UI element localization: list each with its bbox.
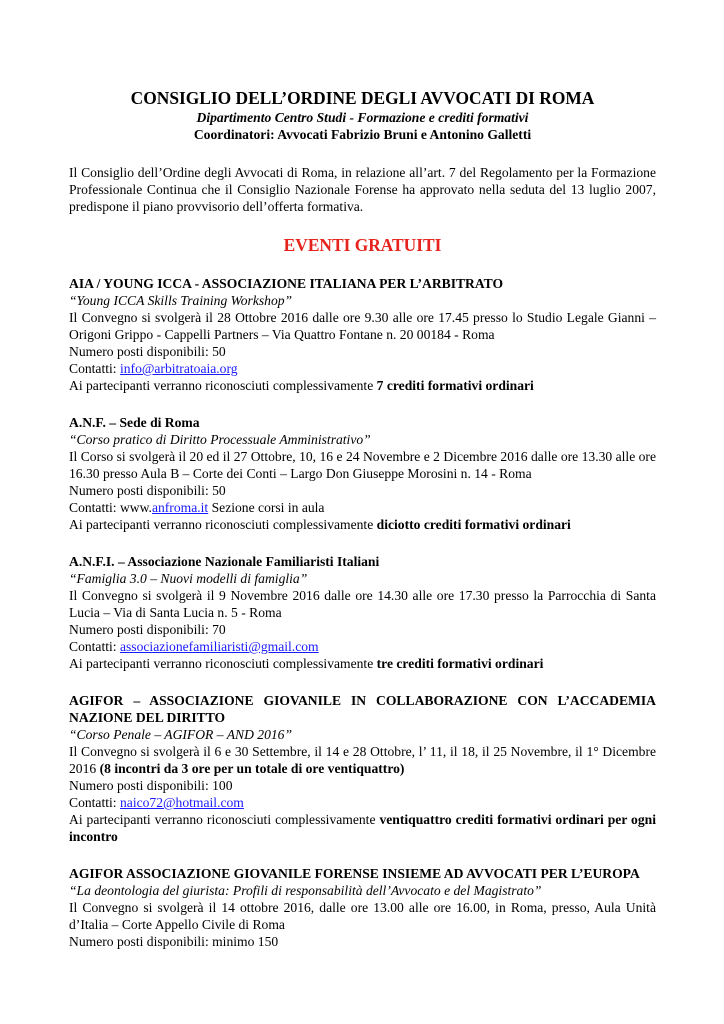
event-block — [69, 692, 656, 845]
credits-amount: tre crediti formativi ordinari — [376, 656, 544, 671]
event-contacts — [69, 499, 656, 516]
event-block — [69, 865, 656, 950]
event-contacts — [69, 360, 656, 377]
event-description: Il Corso si svolgerà il 20 ed il 27 Ottobre, 10, 16 e 24 Novembre e 2 Dicembre 2016 dalle ore 13.30 alle ore 16.30 presso Aula B – Corte dei Conti – Largo Don Giuseppe Morosini n. 14 - Roma — [69, 449, 656, 481]
credits-text: Ai partecipanti verranno riconosciuti complessivamente — [69, 812, 380, 827]
event-block — [69, 414, 656, 533]
document-header — [69, 88, 656, 143]
description-highlight: (8 incontri da 3 ore per un totale di ore ventiquattro) — [99, 761, 405, 776]
event-credits — [69, 655, 656, 672]
contact-website-link[interactable]: anfroma.it — [151, 500, 209, 515]
credits-amount: diciotto crediti formativi ordinari — [376, 517, 571, 532]
department-subtitle: Dipartimento Centro Studi - Formazione e crediti formativi — [196, 110, 529, 125]
contacts-suffix: Sezione corsi in aula — [208, 500, 325, 515]
event-description: Il Convegno si svolgerà il 14 ottobre 2016, dalle ore 13.00 alle ore 16.00, in Roma, presso, Aula Unità d’Italia – Corte Appello Civile di Roma — [69, 900, 656, 932]
event-description: Il Convegno si svolgerà il 28 Ottobre 2016 dalle ore 9.30 alle ore 17.45 presso lo Studio Legale Gianni – Origoni Grippo - Cappelli Partners – Via Quattro Fontane n. 20 00184 - Roma — [69, 310, 656, 342]
event-course-title: “Famiglia 3.0 – Nuovi modelli di famiglia” — [69, 571, 308, 586]
contacts-label: Contatti: — [69, 795, 120, 810]
credits-amount: ventiquattro crediti formativi ordinari per ogni incontro — [69, 812, 656, 844]
event-credits — [69, 516, 656, 533]
section-heading: EVENTI GRATUITI — [283, 235, 442, 255]
event-block — [69, 275, 656, 394]
event-course-title: “Corso pratico di Diritto Processuale Amministrativo” — [69, 432, 371, 447]
event-contacts — [69, 794, 656, 811]
contacts-label: Contatti: — [69, 639, 120, 654]
credits-amount: 7 crediti formativi ordinari — [376, 378, 534, 393]
event-seats: Numero posti disponibili: 50 — [69, 483, 226, 498]
event-description: Il Convegno si svolgerà il 9 Novembre 2016 dalle ore 14.30 alle ore 17.30 presso la Parrocchia di Santa Lucia – Via di Santa Lucia n. 5 - Roma — [69, 588, 656, 620]
event-title: AGIFOR – ASSOCIAZIONE GIOVANILE IN COLLABORAZIONE CON L’ACCADEMIA NAZIONE DEL DIRITTO — [69, 693, 656, 725]
event-credits — [69, 377, 656, 394]
contacts-label: Contatti: — [69, 361, 120, 376]
credits-text: Ai partecipanti verranno riconosciuti complessivamente — [69, 378, 377, 393]
event-credits — [69, 811, 656, 845]
event-description — [69, 743, 656, 777]
event-contacts — [69, 638, 656, 655]
credits-text: Ai partecipanti verranno riconosciuti complessivamente — [69, 656, 377, 671]
contact-email-link[interactable]: associazionefamiliaristi@gmail.com — [119, 639, 319, 654]
event-seats: Numero posti disponibili: 100 — [69, 778, 233, 793]
event-seats: Numero posti disponibili: 50 — [69, 344, 226, 359]
event-title: A.N.F. – Sede di Roma — [69, 415, 200, 430]
event-course-title: “La deontologia del giurista: Profili di responsabilità dell’Avvocato e del Magistrato” — [69, 883, 542, 898]
event-seats: Numero posti disponibili: minimo 150 — [69, 934, 279, 949]
event-title: AIA / YOUNG ICCA - ASSOCIAZIONE ITALIANA PER L’ARBITRATO — [69, 276, 504, 291]
credits-text: Ai partecipanti verranno riconosciuti complessivamente — [69, 517, 377, 532]
event-block — [69, 553, 656, 672]
contact-email-link[interactable]: naico72@hotmail.com — [119, 795, 244, 810]
document-page — [69, 88, 656, 950]
event-seats: Numero posti disponibili: 70 — [69, 622, 226, 637]
coordinators-line: Coordinatori: Avvocati Fabrizio Bruni e Antonino Galletti — [193, 127, 532, 142]
event-course-title: “Young ICCA Skills Training Workshop” — [69, 293, 293, 308]
page-title: CONSIGLIO DELL’ORDINE DEGLI AVVOCATI DI ROMA — [130, 88, 595, 108]
event-course-title: “Corso Penale – AGIFOR – AND 2016” — [69, 727, 293, 742]
contact-email-link[interactable]: info@arbitratoaia.org — [119, 361, 238, 376]
intro-paragraph: Il Consiglio dell’Ordine degli Avvocati di Roma, in relazione all’art. 7 del Regolamento per la Formazione Professionale Continua che il Consiglio Nazionale Forense ha approvato nella seduta del 13 luglio 2007, predispone il piano provvisorio dell’offerta formativa. — [69, 165, 656, 214]
contacts-label: Contatti: www. — [69, 500, 152, 515]
description-text: Il Convegno si svolgerà il 6 e 30 Settembre, il 14 e 28 Ottobre, l’ 11, il 18, il 25 Novembre, il 1° Dicembre 2016 — [69, 744, 656, 776]
event-title: A.N.F.I. – Associazione Nazionale Familiaristi Italiani — [69, 554, 380, 569]
event-title: AGIFOR ASSOCIAZIONE GIOVANILE FORENSE INSIEME AD AVVOCATI PER L’EUROPA — [69, 866, 640, 881]
